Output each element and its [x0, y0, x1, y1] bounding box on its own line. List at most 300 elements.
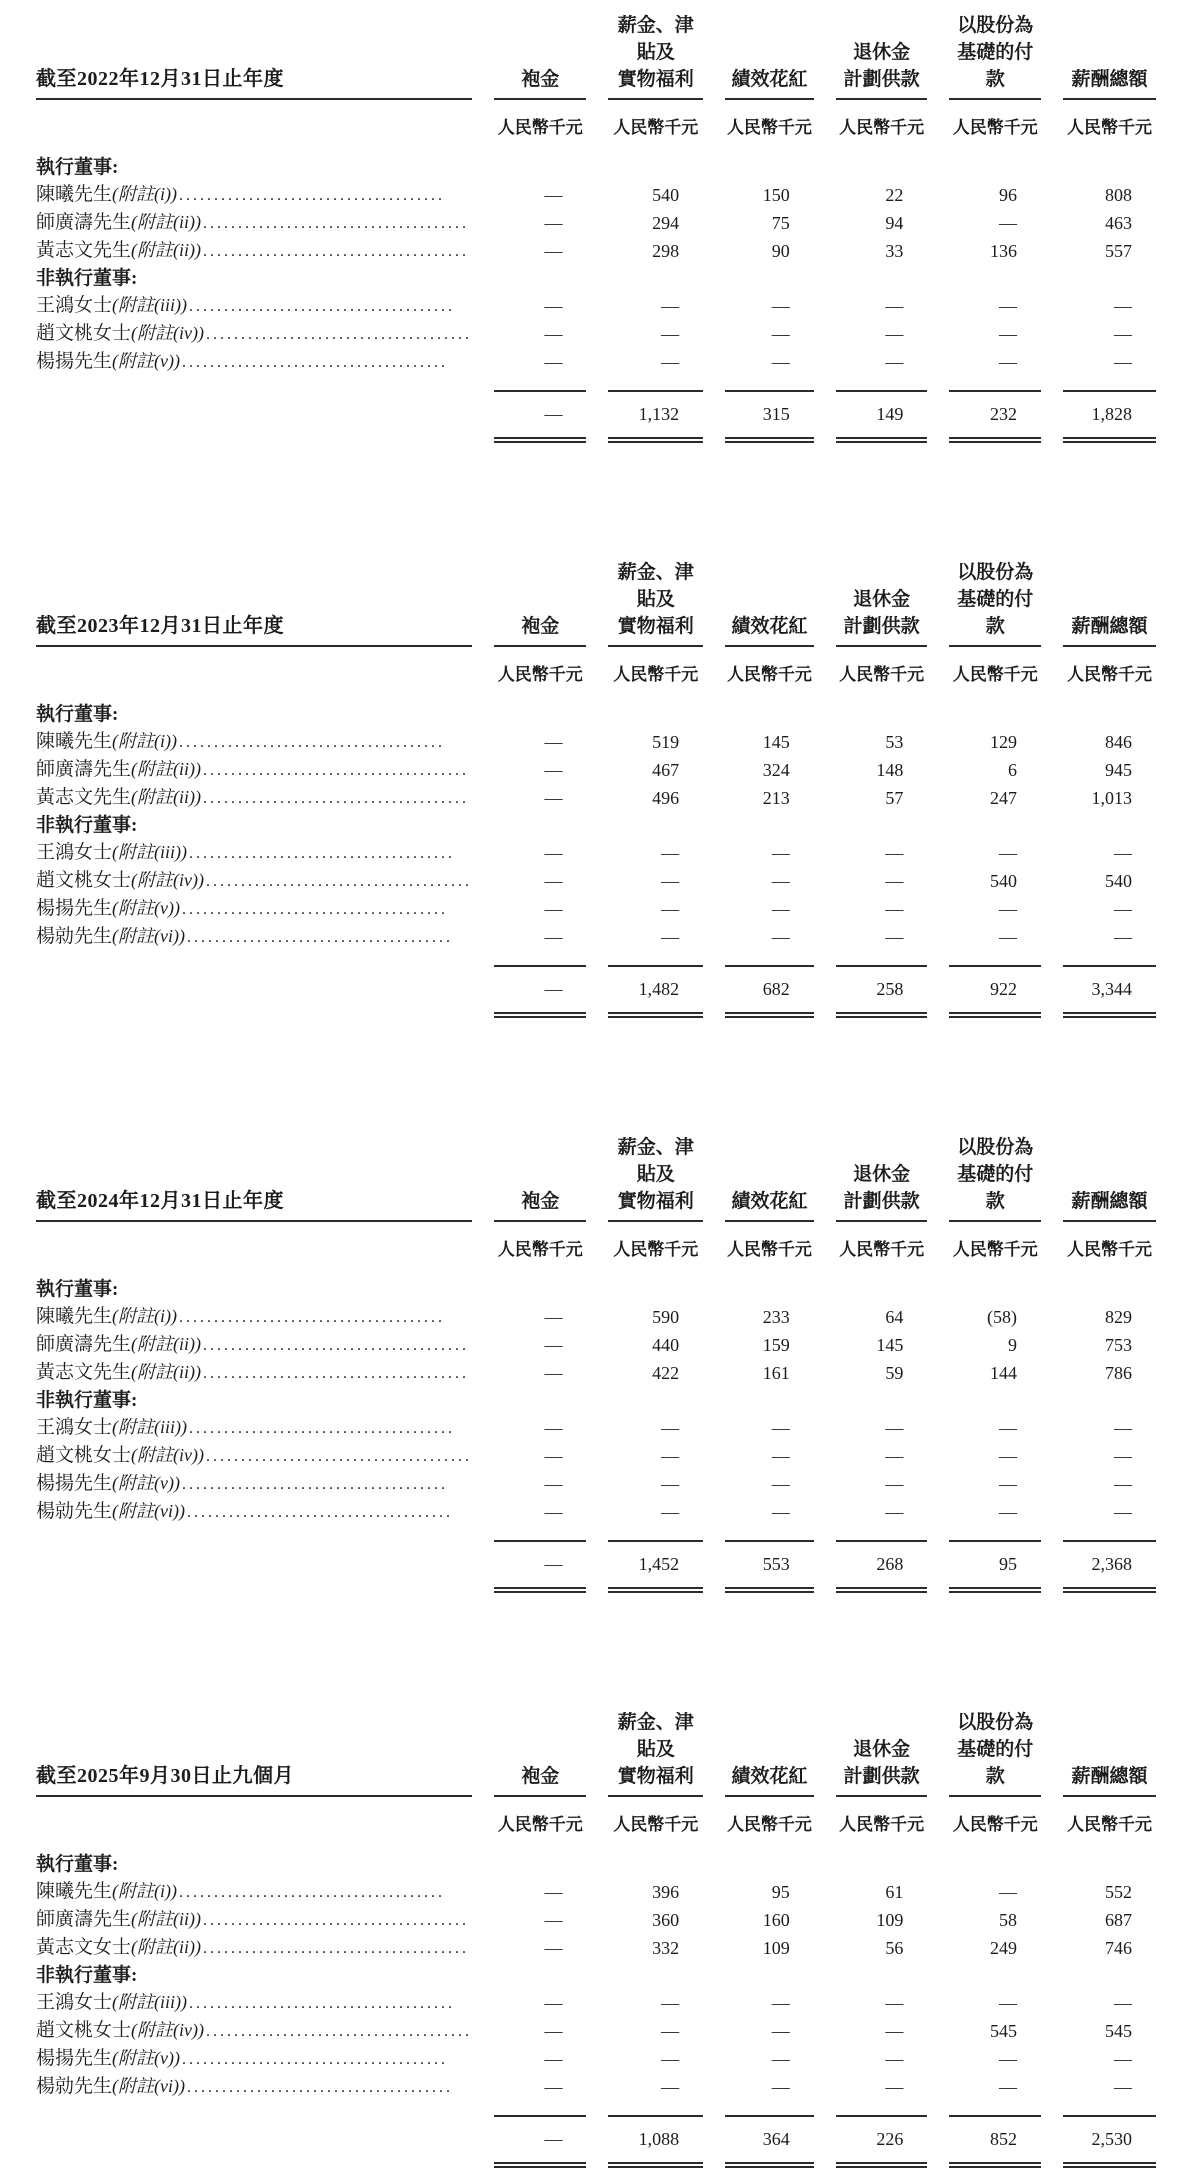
total-row	[36, 967, 1156, 1012]
column-header-line: 薪酬總額	[1071, 616, 1148, 637]
double-rule-fees	[494, 1587, 587, 1601]
value-share: 545	[990, 2021, 1018, 2041]
column-header-bonus	[725, 559, 814, 647]
table-body	[36, 1134, 1156, 1601]
value-bonus: —	[771, 1446, 790, 1466]
director-name: 王鴻女士	[36, 842, 113, 863]
dot-leader: ......................................	[179, 1884, 445, 1901]
director-note: (附註(vi))	[112, 1501, 185, 1521]
table-row	[36, 320, 1156, 348]
value-bonus: —	[771, 927, 790, 947]
table-row	[36, 756, 1156, 784]
table-row	[36, 728, 1156, 756]
unit-label-total: 人民幣千元	[1067, 118, 1153, 137]
value-fees: —	[544, 1474, 563, 1494]
value-salary: —	[661, 2021, 680, 2041]
value-salary: —	[661, 2077, 680, 2097]
value-bonus: —	[771, 2021, 790, 2041]
value-pension: 57	[885, 788, 904, 808]
table-row	[36, 1442, 1156, 1470]
double-rule-share	[949, 1012, 1041, 1026]
value-pension: 33	[885, 241, 904, 261]
value-bonus: 145	[762, 732, 790, 752]
single-rule-salary	[608, 1526, 703, 1542]
total-value-bonus: 553	[762, 1554, 790, 1574]
value-salary: 519	[652, 732, 680, 752]
column-header-salary	[608, 1134, 703, 1222]
director-name: 王鴻女士	[36, 1992, 113, 2013]
column-header-bonus	[725, 12, 814, 100]
value-bonus: —	[771, 1474, 790, 1494]
director-label	[36, 1498, 472, 1526]
director-label-cell	[36, 1906, 472, 1934]
value-salary: 540	[652, 185, 680, 205]
director-label	[36, 2017, 472, 2045]
director-label-cell	[36, 728, 472, 756]
value-salary: —	[661, 927, 680, 947]
value-bonus: —	[771, 1502, 790, 1522]
section-heading: 非執行董事:	[36, 1390, 138, 1411]
value-salary: —	[661, 871, 680, 891]
single-rule-share	[949, 1526, 1041, 1542]
double-rule-bonus	[725, 1012, 814, 1026]
director-label-cell	[36, 867, 472, 895]
total-top-rule-row	[36, 1526, 1156, 1542]
table-row	[36, 348, 1156, 376]
value-share: 6	[1008, 760, 1018, 780]
column-header-total	[1063, 559, 1156, 647]
double-rule-total	[1063, 437, 1156, 451]
director-label	[36, 756, 472, 784]
director-name: 楊勍先生	[36, 1501, 113, 1522]
value-fees: —	[544, 871, 563, 891]
section-heading: 非執行董事:	[36, 268, 138, 289]
director-name: 陳曦先生	[36, 184, 113, 205]
total-bottom-rule-row	[36, 1587, 1156, 1601]
unit-label-pension: 人民幣千元	[839, 1240, 925, 1259]
table-row	[36, 1331, 1156, 1359]
director-label-cell	[36, 1878, 472, 1906]
value-fees: —	[544, 2021, 563, 2041]
rule-spacer	[36, 951, 472, 967]
director-note: (附註(i))	[112, 1306, 177, 1326]
director-label	[36, 1331, 472, 1359]
unit-label-fees: 人民幣千元	[497, 118, 583, 137]
column-header-line: 袍金	[521, 616, 560, 637]
value-bonus: 95	[771, 1882, 790, 1902]
double-rule-spacer	[36, 1012, 472, 1026]
unit-row	[36, 1222, 1156, 1276]
value-total: 557	[1105, 241, 1132, 261]
unit-label-share: 人民幣千元	[952, 1815, 1038, 1834]
double-rule-bonus	[725, 437, 814, 451]
value-total: —	[1114, 1993, 1132, 2013]
column-header-line: 以股份為	[957, 15, 1034, 36]
table-row	[36, 867, 1156, 895]
total-value-fees: —	[544, 1554, 563, 1574]
table-row	[36, 1989, 1156, 2017]
value-total: —	[1114, 1474, 1132, 1494]
single-rule-share	[949, 2101, 1041, 2117]
value-total: 552	[1105, 1882, 1132, 1902]
period-label: 截至2023年12月31日止年度	[36, 559, 472, 647]
director-label	[36, 728, 472, 756]
rule-spacer	[36, 2101, 472, 2117]
director-note: (附註(i))	[112, 731, 177, 751]
unit-label-share: 人民幣千元	[952, 118, 1038, 137]
unit-label-share: 人民幣千元	[952, 1240, 1038, 1259]
dot-leader: ......................................	[189, 1420, 455, 1437]
director-label	[36, 237, 472, 265]
column-header-share	[949, 1134, 1041, 1222]
total-top-rule-row	[36, 951, 1156, 967]
single-rule-bonus	[725, 2101, 814, 2117]
column-header-pension	[836, 12, 928, 100]
double-rule-spacer	[36, 437, 472, 451]
double-rule-share	[949, 2162, 1041, 2176]
table-body	[36, 559, 1156, 1026]
director-name: 楊揚先生	[36, 2048, 113, 2069]
director-note: (附註(v))	[112, 1473, 180, 1493]
value-salary: —	[661, 899, 680, 919]
header-row	[36, 1709, 1156, 1797]
value-fees: —	[544, 1502, 563, 1522]
value-fees: —	[544, 1363, 563, 1383]
single-rule-total	[1063, 951, 1156, 967]
value-total: 545	[1105, 2021, 1132, 2041]
dot-leader: ......................................	[179, 734, 445, 751]
table-row	[36, 237, 1156, 265]
section-heading: 執行董事:	[36, 704, 119, 725]
total-value-salary: 1,482	[638, 979, 680, 999]
table-body	[36, 1709, 1156, 2176]
director-note: (附註(iv))	[131, 2020, 204, 2040]
unit-label-fees: 人民幣千元	[497, 1240, 583, 1259]
value-share: —	[999, 899, 1018, 919]
rule-spacer	[36, 376, 472, 392]
value-bonus: 160	[762, 1910, 790, 1930]
value-pension: 56	[885, 1938, 904, 1958]
value-bonus: 324	[762, 760, 790, 780]
double-rule-pension	[836, 437, 928, 451]
column-header-line: 薪酬總額	[1071, 1766, 1148, 1787]
value-total: —	[1114, 2049, 1132, 2069]
director-name: 楊揚先生	[36, 1473, 113, 1494]
total-bottom-rule-row	[36, 2162, 1156, 2176]
value-share: —	[999, 2077, 1018, 2097]
value-salary: —	[661, 296, 680, 316]
value-salary: —	[661, 324, 680, 344]
value-fees: —	[544, 1938, 563, 1958]
dot-leader: ......................................	[203, 243, 469, 260]
single-rule-fees	[494, 1526, 587, 1542]
director-note: (附註(ii))	[131, 787, 201, 807]
value-pension: —	[885, 2049, 904, 2069]
director-label	[36, 1934, 472, 1962]
value-fees: —	[544, 296, 563, 316]
unit-label-pension: 人民幣千元	[839, 665, 925, 684]
table-row	[36, 1906, 1156, 1934]
value-share: —	[999, 296, 1018, 316]
column-header-line: 退休金	[853, 589, 911, 610]
value-share: 129	[990, 732, 1018, 752]
value-salary: 298	[652, 241, 680, 261]
dot-leader: ......................................	[181, 354, 448, 371]
column-header-share	[949, 559, 1041, 647]
total-value-total: 2,530	[1091, 2129, 1132, 2149]
dot-leader: ......................................	[186, 1504, 453, 1521]
total-value-pension: 258	[876, 979, 904, 999]
director-label	[36, 784, 472, 812]
director-label	[36, 1878, 472, 1906]
director-name: 師廣濤先生	[36, 212, 132, 233]
value-fees: —	[544, 1993, 563, 2013]
director-name: 楊勍先生	[36, 926, 113, 947]
value-pension: 94	[885, 213, 904, 233]
dot-leader: ......................................	[205, 2023, 472, 2040]
unit-label-bonus: 人民幣千元	[726, 665, 812, 684]
table-row	[36, 784, 1156, 812]
dot-leader: ......................................	[203, 215, 469, 232]
value-pension: —	[885, 296, 904, 316]
value-salary: —	[661, 843, 680, 863]
value-share: 58	[999, 1910, 1018, 1930]
value-fees: —	[544, 1882, 563, 1902]
column-header-line: 以股份為	[957, 562, 1034, 583]
single-rule-share	[949, 376, 1041, 392]
total-label-spacer	[36, 967, 472, 1012]
table-row	[36, 209, 1156, 237]
value-salary: 360	[652, 1910, 680, 1930]
column-header-fees	[494, 12, 587, 100]
value-fees: —	[544, 788, 563, 808]
table-row	[36, 1414, 1156, 1442]
section-row	[36, 154, 1156, 181]
dot-leader: ......................................	[189, 298, 455, 315]
director-name: 黃志文先生	[36, 1362, 132, 1383]
double-rule-salary	[608, 1012, 703, 1026]
value-pension: 61	[885, 1882, 904, 1902]
director-note: (附註(ii))	[131, 759, 201, 779]
column-header-salary	[608, 1709, 703, 1797]
director-name: 陳曦先生	[36, 731, 113, 752]
double-rule-bonus	[725, 1587, 814, 1601]
director-name: 師廣濤先生	[36, 1909, 132, 1930]
value-bonus: —	[771, 1418, 790, 1438]
director-label	[36, 348, 472, 376]
double-rule-pension	[836, 2162, 928, 2176]
section-heading: 執行董事:	[36, 157, 119, 178]
total-value-share: 922	[990, 979, 1018, 999]
table-row	[36, 923, 1156, 951]
value-total: —	[1114, 324, 1132, 344]
table-row	[36, 1498, 1156, 1526]
value-bonus: —	[771, 871, 790, 891]
value-fees: —	[544, 732, 563, 752]
director-name: 趙文桃女士	[36, 1445, 132, 1466]
value-fees: —	[544, 843, 563, 863]
value-salary: —	[661, 1474, 680, 1494]
value-share: —	[999, 1446, 1018, 1466]
value-pension: 145	[876, 1335, 904, 1355]
value-share: 540	[990, 871, 1018, 891]
director-name: 趙文桃女士	[36, 2020, 132, 2041]
value-pension: —	[885, 1502, 904, 1522]
single-rule-pension	[836, 2101, 928, 2117]
unit-label-fees: 人民幣千元	[497, 665, 583, 684]
single-rule-share	[949, 951, 1041, 967]
double-rule-fees	[494, 1012, 587, 1026]
dot-leader: ......................................	[203, 762, 469, 779]
value-bonus: —	[771, 324, 790, 344]
column-header-total	[1063, 12, 1156, 100]
director-label	[36, 209, 472, 237]
director-label-cell	[36, 237, 472, 265]
column-header-salary	[608, 559, 703, 647]
total-value-total: 3,344	[1091, 979, 1132, 999]
director-name: 趙文桃女士	[36, 323, 132, 344]
column-header-line: 薪酬總額	[1071, 1191, 1148, 1212]
director-label-cell	[36, 1442, 472, 1470]
value-pension: —	[885, 1993, 904, 2013]
value-pension: —	[885, 1418, 904, 1438]
director-label-cell	[36, 1331, 472, 1359]
total-label-spacer	[36, 392, 472, 437]
table-row	[36, 895, 1156, 923]
column-header-bonus	[725, 1134, 814, 1222]
table-body	[36, 12, 1156, 451]
unit-label-bonus: 人民幣千元	[726, 1815, 812, 1834]
director-note: (附註(ii))	[131, 1362, 201, 1382]
column-header-line: 實物福利	[617, 616, 694, 637]
director-label-cell	[36, 1470, 472, 1498]
total-value-share: 232	[990, 404, 1018, 424]
value-total: —	[1114, 296, 1132, 316]
value-fees: —	[544, 213, 563, 233]
value-fees: —	[544, 352, 563, 372]
director-label	[36, 839, 472, 867]
director-name: 黃志文女士	[36, 1937, 132, 1958]
unit-label-share: 人民幣千元	[952, 665, 1038, 684]
value-total: 746	[1105, 1938, 1132, 1958]
director-label-cell	[36, 839, 472, 867]
director-note: (附註(iii))	[112, 295, 187, 315]
total-value-bonus: 682	[762, 979, 790, 999]
unit-label-total: 人民幣千元	[1067, 1240, 1153, 1259]
director-label	[36, 895, 472, 923]
single-rule-fees	[494, 376, 587, 392]
section-row	[36, 1962, 1156, 1989]
value-salary: —	[661, 1502, 680, 1522]
column-header-pension	[836, 1134, 928, 1222]
value-total: —	[1114, 1446, 1132, 1466]
column-header-line: 薪金、津貼及	[617, 562, 694, 610]
director-label	[36, 320, 472, 348]
dot-leader: ......................................	[186, 929, 453, 946]
unit-row	[36, 100, 1156, 154]
total-top-rule-row	[36, 376, 1156, 392]
value-share: —	[999, 927, 1018, 947]
value-share: —	[999, 324, 1018, 344]
director-name: 王鴻女士	[36, 1417, 113, 1438]
value-pension: 53	[885, 732, 904, 752]
table-row	[36, 1878, 1156, 1906]
value-salary: 332	[652, 1938, 680, 1958]
value-share: —	[999, 352, 1018, 372]
director-label-cell	[36, 784, 472, 812]
director-note: (附註(ii))	[131, 1909, 201, 1929]
value-share: —	[999, 843, 1018, 863]
total-value-total: 1,828	[1091, 404, 1132, 424]
table-row	[36, 2073, 1156, 2101]
remuneration-table-1	[14, 12, 1178, 451]
value-share: 144	[990, 1363, 1018, 1383]
section-heading: 執行董事:	[36, 1854, 119, 1875]
dot-leader: ......................................	[203, 1337, 469, 1354]
director-note: (附註(i))	[112, 184, 177, 204]
value-total: —	[1114, 927, 1132, 947]
column-header-line: 基礎的付款	[957, 42, 1034, 90]
value-pension: —	[885, 899, 904, 919]
value-total: 808	[1105, 185, 1132, 205]
column-header-share	[949, 1709, 1041, 1797]
director-name: 師廣濤先生	[36, 1334, 132, 1355]
value-share: —	[999, 1993, 1018, 2013]
director-label	[36, 2073, 472, 2101]
value-pension: —	[885, 1446, 904, 1466]
total-value-fees: —	[544, 979, 563, 999]
table-row	[36, 2017, 1156, 2045]
total-value-bonus: 315	[762, 404, 790, 424]
value-share: —	[999, 2049, 1018, 2069]
column-header-pension	[836, 1709, 928, 1797]
single-rule-salary	[608, 951, 703, 967]
director-label-cell	[36, 181, 472, 209]
total-label-spacer	[36, 1542, 472, 1587]
value-fees: —	[544, 1418, 563, 1438]
director-label	[36, 1470, 472, 1498]
total-value-fees: —	[544, 2129, 563, 2149]
total-value-pension: 226	[876, 2129, 904, 2149]
dot-leader: ......................................	[179, 187, 445, 204]
double-rule-salary	[608, 1587, 703, 1601]
unit-label-total: 人民幣千元	[1067, 665, 1153, 684]
value-fees: —	[544, 324, 563, 344]
director-name: 楊揚先生	[36, 898, 113, 919]
value-pension: —	[885, 2077, 904, 2097]
column-header-line: 計劃供款	[843, 616, 920, 637]
value-salary: —	[661, 1993, 680, 2013]
total-value-bonus: 364	[762, 2129, 790, 2149]
value-total: —	[1114, 352, 1132, 372]
value-salary: —	[661, 2049, 680, 2069]
director-label-cell	[36, 292, 472, 320]
value-fees: —	[544, 185, 563, 205]
value-fees: —	[544, 241, 563, 261]
column-header-line: 以股份為	[957, 1137, 1034, 1158]
director-label	[36, 2045, 472, 2073]
single-rule-pension	[836, 951, 928, 967]
total-bottom-rule-row	[36, 1012, 1156, 1026]
director-note: (附註(v))	[112, 351, 180, 371]
director-label	[36, 1989, 472, 2017]
director-label-cell	[36, 756, 472, 784]
single-rule-salary	[608, 2101, 703, 2117]
double-rule-total	[1063, 1587, 1156, 1601]
value-total: 687	[1105, 1910, 1132, 1930]
director-label	[36, 292, 472, 320]
column-header-pension	[836, 559, 928, 647]
